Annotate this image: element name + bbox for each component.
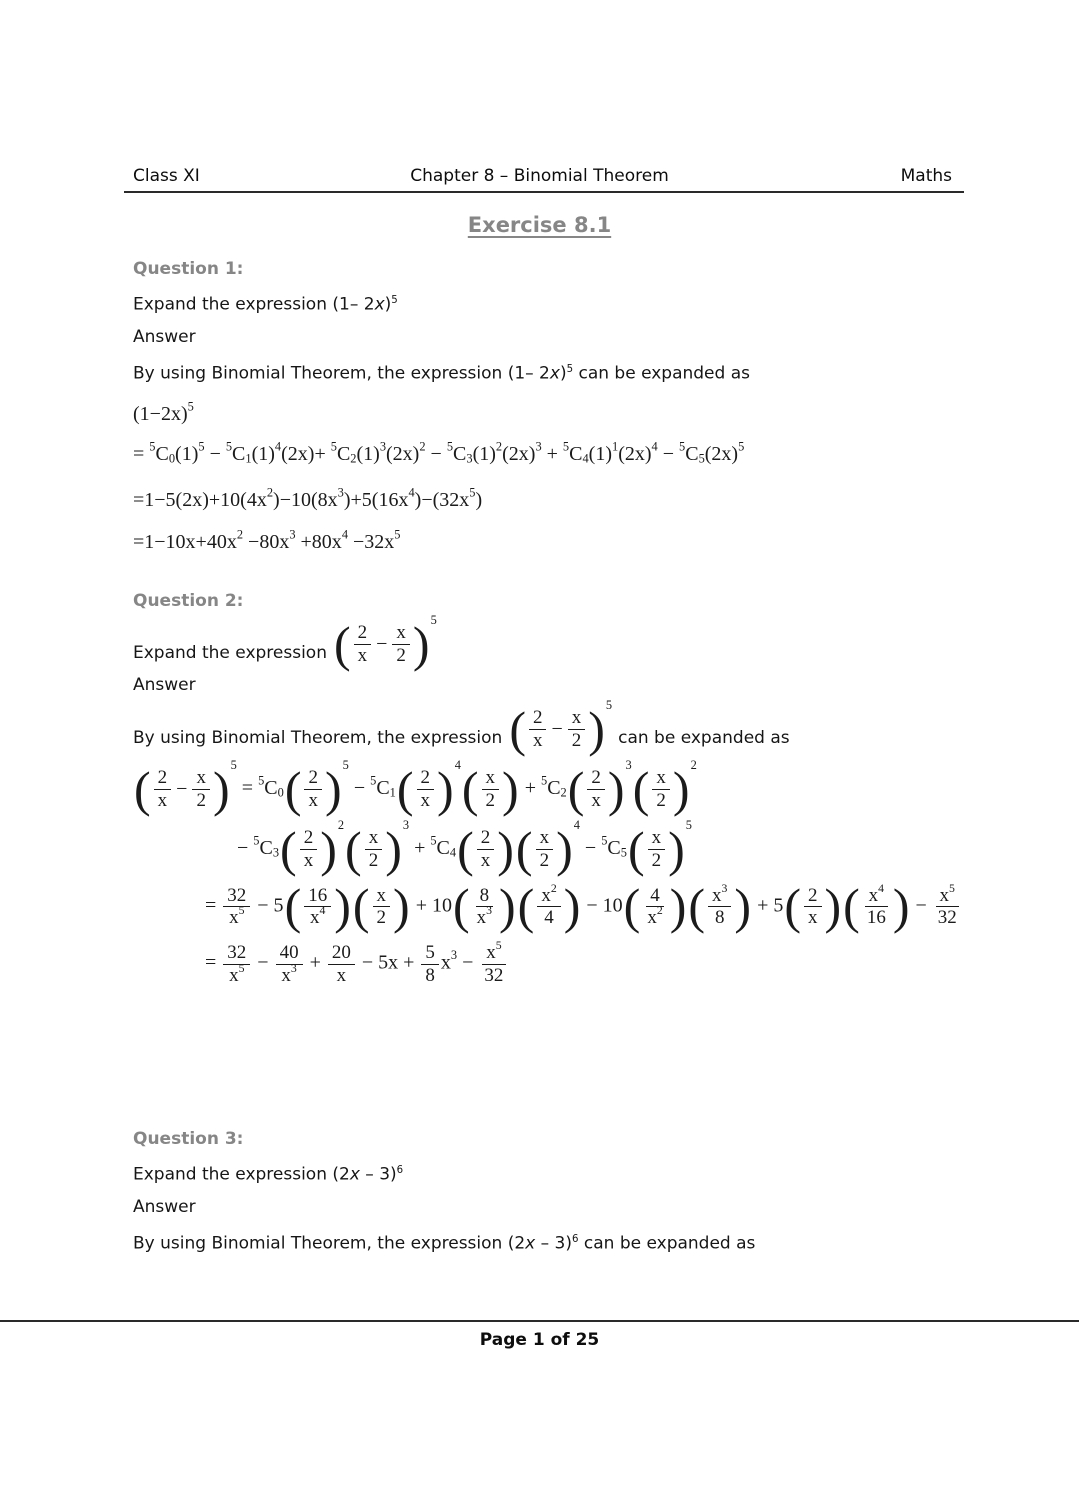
answer-intro: By using Binomial Theorem, the expression (2x – 3)$^6$ can be expanded as xyxy=(133,1233,756,1254)
intro-text-suffix: can be expanded as xyxy=(618,727,790,748)
prompt-math: ( $\frac{2}{x}$ − $\frac{x}{2}$ ) $^5$ xyxy=(333,613,437,672)
question-label: Question 3: xyxy=(133,1129,244,1149)
math-line: = $\frac{32}{x^5}$ − 5 ( $\frac{16}{x^4}$ ) ( $\frac{x}{2}$ ) + 10 ( $\frac{8}{x^3}$ ) ( $\frac{x^2}{4}$ ) − 10 ( $\frac{4}{x^2}$ ) ( $\frac{x^3}{8}$ ) + 5 ( $\frac{2}{x}$ ) ( $\frac{x^4}{16}$ ) − $\frac{x^5}{32}$ xyxy=(205,885,958,929)
math-line: = $^5C_0(1)^5 - ^5C_1(1)^4(2x)+ ^5C_2(1)^3(2x)^2 - ^5C_3(1)^2(2x)^3 + ^5C_4(1)^1(2x)^4 - ^5C_5(2x)^5$ xyxy=(133,440,745,466)
page-number: Page 1 of 25 xyxy=(479,1330,600,1350)
answer-intro: By using Binomial Theorem, the expression (1– 2x)$^5$ can be expanded as xyxy=(133,363,750,384)
answer-label: Answer xyxy=(133,1196,196,1217)
answer-intro xyxy=(133,697,958,757)
question-3-section xyxy=(133,1128,958,1256)
exercise-title: Exercise 8.1 xyxy=(467,213,612,237)
question-prompt xyxy=(133,613,958,672)
math-line: ( $\frac{2}{x}$ − $\frac{x}{2}$ ) $^5 = ^5C_0$ ( $\frac{2}{x}$ ) $^5 - ^5C_1$ ( $\frac{2}{x}$ ) $^4$ ( $\frac{x}{2}$ ) + $^5C_2$ ( $\frac{2}{x}$ ) $^3$ ( $\frac{x}{2}$ ) $^2$ xyxy=(134,757,697,817)
question-1-section xyxy=(133,258,958,562)
answer-label: Answer xyxy=(133,674,196,695)
header-chapter: Chapter 8 – Binomial Theorem xyxy=(410,166,669,186)
math-line: $(1-2x)^5$ xyxy=(133,400,194,426)
intro-text: By using Binomial Theorem, the expression xyxy=(133,727,503,748)
math-line: = $\frac{32}{x^5}$ − $\frac{40}{x^3}$ + $\frac{20}{x}$ − 5x + $\frac{5}{8}$ $x^3$ − $\frac{x^5}{32}$ xyxy=(205,942,958,986)
math-line: $=1-10x+40x^2 -80x^3 +80x^4 -32x^5$ xyxy=(133,528,401,554)
header-class: Class XI xyxy=(133,166,200,186)
question-label: Question 2: xyxy=(133,591,244,611)
question-prompt: Expand the expression (2x – 3)$^6$ xyxy=(133,1164,404,1185)
question-2-section xyxy=(133,590,958,986)
intro-math: ( $\frac{2}{x}$ − $\frac{x}{2}$ ) $^5$ xyxy=(509,697,613,757)
footer-rule xyxy=(0,1320,1079,1322)
header-subject: Maths xyxy=(900,166,952,186)
math-line: − $^5C_3$ ( $\frac{2}{x}$ ) $^2$ ( $\frac{x}{2}$ ) $^3 + ^5C_4$ ( $\frac{2}{x}$ ) ( $\frac{x}{2}$ ) $^4 - ^5C_5$ ( $\frac{x}{2}$ ) $^5$ xyxy=(237,817,692,877)
math-line: $=1-5(2x)+10(4x^2)-10(8x^3)+5(16x^4)-(32x^5)$ xyxy=(133,486,483,512)
prompt-text: Expand the expression xyxy=(133,642,327,663)
question-prompt: Expand the expression (1– 2x)$^5$ xyxy=(133,294,398,315)
answer-label: Answer xyxy=(133,326,196,347)
header-rule xyxy=(124,191,964,193)
question-label: Question 1: xyxy=(133,259,244,279)
